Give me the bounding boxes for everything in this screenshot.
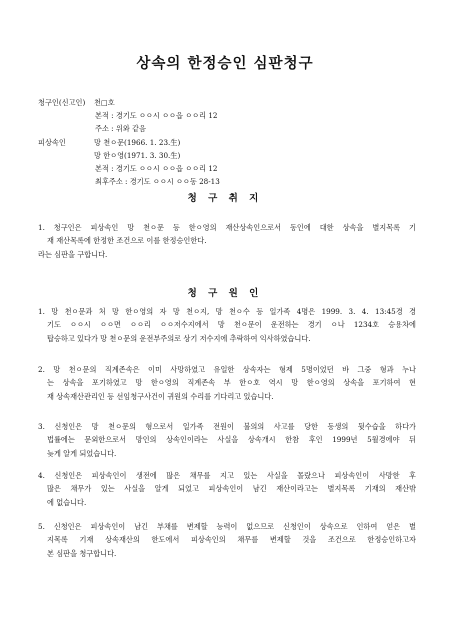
paragraph-line: 는 상속을 포기하였고 망 한ㅇ영의 직계존속 부 한ㅇ호 역시 망 한ㅇ영의 상속을 포기하여 현 bbox=[47, 378, 416, 388]
parties-block bbox=[38, 96, 418, 188]
purpose-heading: 청 구 취 지 bbox=[187, 193, 263, 204]
reason-paragraph bbox=[38, 520, 416, 560]
reason-paragraph bbox=[38, 420, 416, 460]
party-value: 본적 : 경기도 ㅇㅇ시 ㅇㅇ읍 ㅇㅇ리 12 bbox=[95, 111, 218, 121]
party-row bbox=[38, 149, 418, 162]
paragraph-line: 탑승하고 있다가 망 천ㅇ문의 운전부주의로 상기 저수지에 추락하여 익사하였습니다. bbox=[47, 333, 311, 343]
paragraph-line: 라는 심판을 구합니다. bbox=[38, 249, 108, 259]
reason-paragraph bbox=[38, 305, 416, 345]
party-row bbox=[38, 162, 418, 175]
paragraph-line: 2. 망 천ㅇ문의 직계존속은 이미 사망하였고 유일한 상속자는 형제 5명이었던 바 그중 형과 누나 bbox=[38, 365, 416, 374]
party-value: 최후주소 : 경기도 ㅇㅇ시 ㅇㅇ동 28-13 bbox=[95, 177, 220, 187]
party-label: 피상속인 bbox=[38, 137, 66, 147]
document-title: 상속의 한정승인 심판청구 bbox=[136, 55, 314, 72]
paragraph-line: 1. 망 천ㅇ문과 처 망 한ㅇ영의 자 망 천ㅇ지, 망 천ㅇ수 등 일가족 4명은 1999. 3. 4. 13:45경 경 bbox=[38, 307, 416, 316]
paragraph-line: 많은 채무가 있는 사실을 알게 되었고 피상속인이 남긴 재산이라고는 별지목록 기재의 재산밖 bbox=[47, 484, 416, 494]
paragraph-line: 늦게 알게 되었습니다. bbox=[47, 448, 117, 458]
party-label: 청구인(신고인) bbox=[38, 98, 86, 107]
paragraph-line: 재 상속재산관리인 등 선임청구사건이 귀원의 수리를 기다리고 있습니다. bbox=[47, 391, 274, 401]
reason-paragraph bbox=[38, 469, 416, 509]
party-value: 본적 : 경기도 ㅇㅇ시 ㅇㅇ읍 ㅇㅇ리 12 bbox=[95, 163, 218, 173]
party-row bbox=[38, 136, 418, 149]
paragraph-line: 법률에는 문외한으로서 망인의 상속인이라는 사실을 상속개시 한참 후인 1999년 5월경에야 뒤 bbox=[47, 435, 416, 445]
party-value: 망 천ㅇ문(1966. 1. 23.生) bbox=[94, 137, 181, 147]
paragraph-line: 1. 청구인은 피상속인 망 천ㅇ문 등 한ㅇ영의 재산상속인으로서 동인에 대한 상속을 별지목록 기 bbox=[38, 223, 416, 232]
party-row bbox=[38, 122, 418, 135]
party-value: 망 한ㅇ영(1971. 3. 30.生) bbox=[94, 150, 181, 160]
paragraph-line: 기도 ㅇㅇ시 ㅇㅇ면 ㅇㅇ리 ㅇㅇ저수지에서 망 천ㅇ문이 운전하는 경기 ㅇ나 1234호 승용차에 bbox=[47, 320, 416, 330]
party-value: 천□호 bbox=[94, 98, 115, 107]
paragraph-line: 재 재산목록에 한정한 조건으로 이를 한정승인한다. bbox=[47, 236, 207, 246]
party-value: 주소 : 위와 같음 bbox=[95, 124, 146, 134]
paragraph-line: 에 없습니다. bbox=[47, 497, 87, 507]
party-row bbox=[38, 96, 418, 109]
reason-paragraph bbox=[38, 363, 416, 403]
party-row bbox=[38, 109, 418, 122]
paragraph-line: 본 심판을 청구합니다. bbox=[47, 548, 117, 558]
purpose-paragraph bbox=[38, 221, 416, 261]
reasons-heading: 청 구 원 인 bbox=[187, 288, 263, 299]
paragraph-line: 4. 신청인은 피상속인이 생전에 많은 채무를 지고 있는 사실을 몰랐으나 피상속인이 사망한 후 bbox=[38, 471, 416, 480]
paragraph-line: 지목록 기재 상속재산의 한도에서 피상속인의 채무를 변제할 것을 조건으로 한정승인하고자 bbox=[47, 535, 416, 545]
party-row bbox=[38, 175, 418, 188]
paragraph-line: 3. 신청인은 망 천ㅇ문의 형으로서 일가족 전원이 불의의 사고를 당한 동생의 뒷수습을 하다가 bbox=[38, 422, 416, 431]
paragraph-line: 5. 신청인은 피상속인이 남긴 부채를 변제할 능력이 없으므로 신청인이 상속으로 인하여 얻은 별 bbox=[38, 522, 416, 531]
